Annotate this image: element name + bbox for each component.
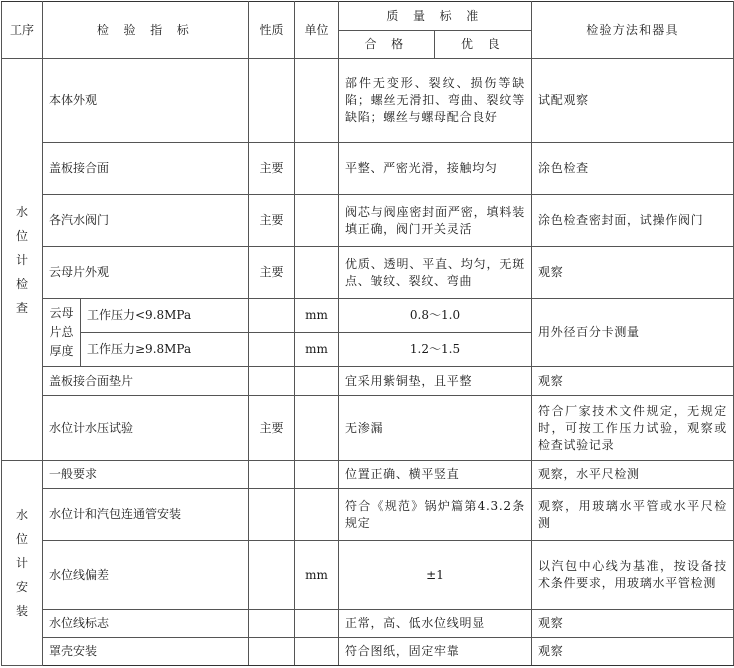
unit-cell — [295, 396, 339, 461]
inspection-standard-table — [1, 1, 734, 666]
indicator-cell: 云母片外观 — [43, 247, 249, 299]
indicator-cell: 各汽水阀门 — [43, 195, 249, 247]
indicator-cell: 水位计水压试验 — [43, 396, 249, 461]
method-cell: 观察，水平尺检测 — [532, 461, 734, 489]
indicator-cell: 水位线偏差 — [43, 541, 249, 610]
indicator-cell: 水位线标志 — [43, 610, 249, 638]
standard-cell: 优质、透明、平直、均匀，无斑点、皱纹、裂纹、弯曲 — [339, 247, 532, 299]
unit-cell: mm — [295, 299, 339, 333]
table-row — [2, 195, 734, 247]
unit-cell — [295, 461, 339, 489]
method-cell: 观察 — [532, 638, 734, 666]
nature-cell: 主要 — [249, 195, 295, 247]
nature-cell: 主要 — [249, 396, 295, 461]
unit-cell — [295, 610, 339, 638]
indicator-cell: 工作压力≥9.8MPa — [81, 333, 249, 367]
standard-cell: 平整、严密光滑，接触均匀 — [339, 143, 532, 195]
unit-cell — [295, 367, 339, 396]
method-cell: 观察 — [532, 367, 734, 396]
standard-cell: 部件无变形、裂纹、损伤等缺陷；螺丝无滑扣、弯曲、裂纹等缺陷；螺丝与螺母配合良好 — [339, 59, 532, 143]
indicator-cell: 本体外观 — [43, 59, 249, 143]
process-label-water-level-gauge-installation: 水 位 计 安 装 — [2, 461, 43, 666]
standard-cell: 正常，高、低水位线明显 — [339, 610, 532, 638]
unit-cell — [295, 143, 339, 195]
table-row — [2, 638, 734, 666]
unit-cell — [295, 59, 339, 143]
nature-cell — [249, 59, 295, 143]
table-row — [2, 489, 734, 541]
table-row — [2, 610, 734, 638]
standard-cell: 阀芯与阀座密封面严密，填料装填正确，阀门开关灵活 — [339, 195, 532, 247]
header-excellent: 优 良 — [435, 31, 532, 59]
indicator-cell: 盖板接合面 — [43, 143, 249, 195]
nature-cell — [249, 461, 295, 489]
unit-cell — [295, 638, 339, 666]
table-row — [2, 396, 734, 461]
method-cell: 涂色检查 — [532, 143, 734, 195]
header-nature: 性质 — [249, 2, 295, 59]
nature-cell — [249, 638, 295, 666]
indicator-cell: 工作压力<9.8MPa — [81, 299, 249, 333]
standard-cell: 0.8～1.0 — [339, 299, 532, 333]
unit-cell: mm — [295, 541, 339, 610]
table-row — [2, 143, 734, 195]
standard-cell: 符合《规范》锅炉篇第4.3.2条规定 — [339, 489, 532, 541]
unit-cell — [295, 195, 339, 247]
indicator-cell: 罩壳安装 — [43, 638, 249, 666]
unit-cell — [295, 489, 339, 541]
table-row — [2, 541, 734, 610]
unit-cell: mm — [295, 333, 339, 367]
nature-cell — [249, 610, 295, 638]
header-quality-standard: 质 量 标 准 — [339, 2, 532, 31]
header-process: 工序 — [2, 2, 43, 59]
nature-cell — [249, 489, 295, 541]
method-cell: 用外径百分卡测量 — [532, 299, 734, 367]
table-row — [2, 367, 734, 396]
header-qualified: 合 格 — [339, 31, 435, 59]
nature-cell — [249, 333, 295, 367]
method-cell: 涂色检查密封面，试操作阀门 — [532, 195, 734, 247]
standard-cell: 无渗漏 — [339, 396, 532, 461]
nature-cell — [249, 541, 295, 610]
standard-cell: 符合图纸，固定牢靠 — [339, 638, 532, 666]
header-unit: 单位 — [295, 2, 339, 59]
indicator-cell: 水位计和汽包连通管安装 — [43, 489, 249, 541]
table-row — [2, 247, 734, 299]
nature-cell — [249, 299, 295, 333]
nature-cell: 主要 — [249, 247, 295, 299]
table-row — [2, 461, 734, 489]
indicator-cell: 一般要求 — [43, 461, 249, 489]
method-cell: 观察，用玻璃水平管或水平尺检测 — [532, 489, 734, 541]
nature-cell: 主要 — [249, 143, 295, 195]
standard-cell: ±1 — [339, 541, 532, 610]
standard-cell: 宜采用紫铜垫，且平整 — [339, 367, 532, 396]
standard-cell: 位置正确、横平竖直 — [339, 461, 532, 489]
method-cell: 观察 — [532, 610, 734, 638]
unit-cell — [295, 247, 339, 299]
process-label-water-level-gauge-inspection: 水 位 计 检 查 — [2, 59, 43, 461]
method-cell: 试配观察 — [532, 59, 734, 143]
table-row — [2, 299, 734, 333]
nature-cell — [249, 367, 295, 396]
table-row — [2, 59, 734, 143]
method-cell: 符合厂家技术文件规定，无规定时，可按工作压力试验，观察或检查试验记录 — [532, 396, 734, 461]
indicator-cell: 盖板接合面垫片 — [43, 367, 249, 396]
mica-thickness-label: 云母片总厚度 — [43, 299, 81, 367]
method-cell: 以汽包中心线为基准，按设备技术条件要求，用玻璃水平管检测 — [532, 541, 734, 610]
method-cell: 观察 — [532, 247, 734, 299]
standard-cell: 1.2～1.5 — [339, 333, 532, 367]
header-indicator: 检 验 指 标 — [43, 2, 249, 59]
header-method: 检验方法和器具 — [532, 2, 734, 59]
